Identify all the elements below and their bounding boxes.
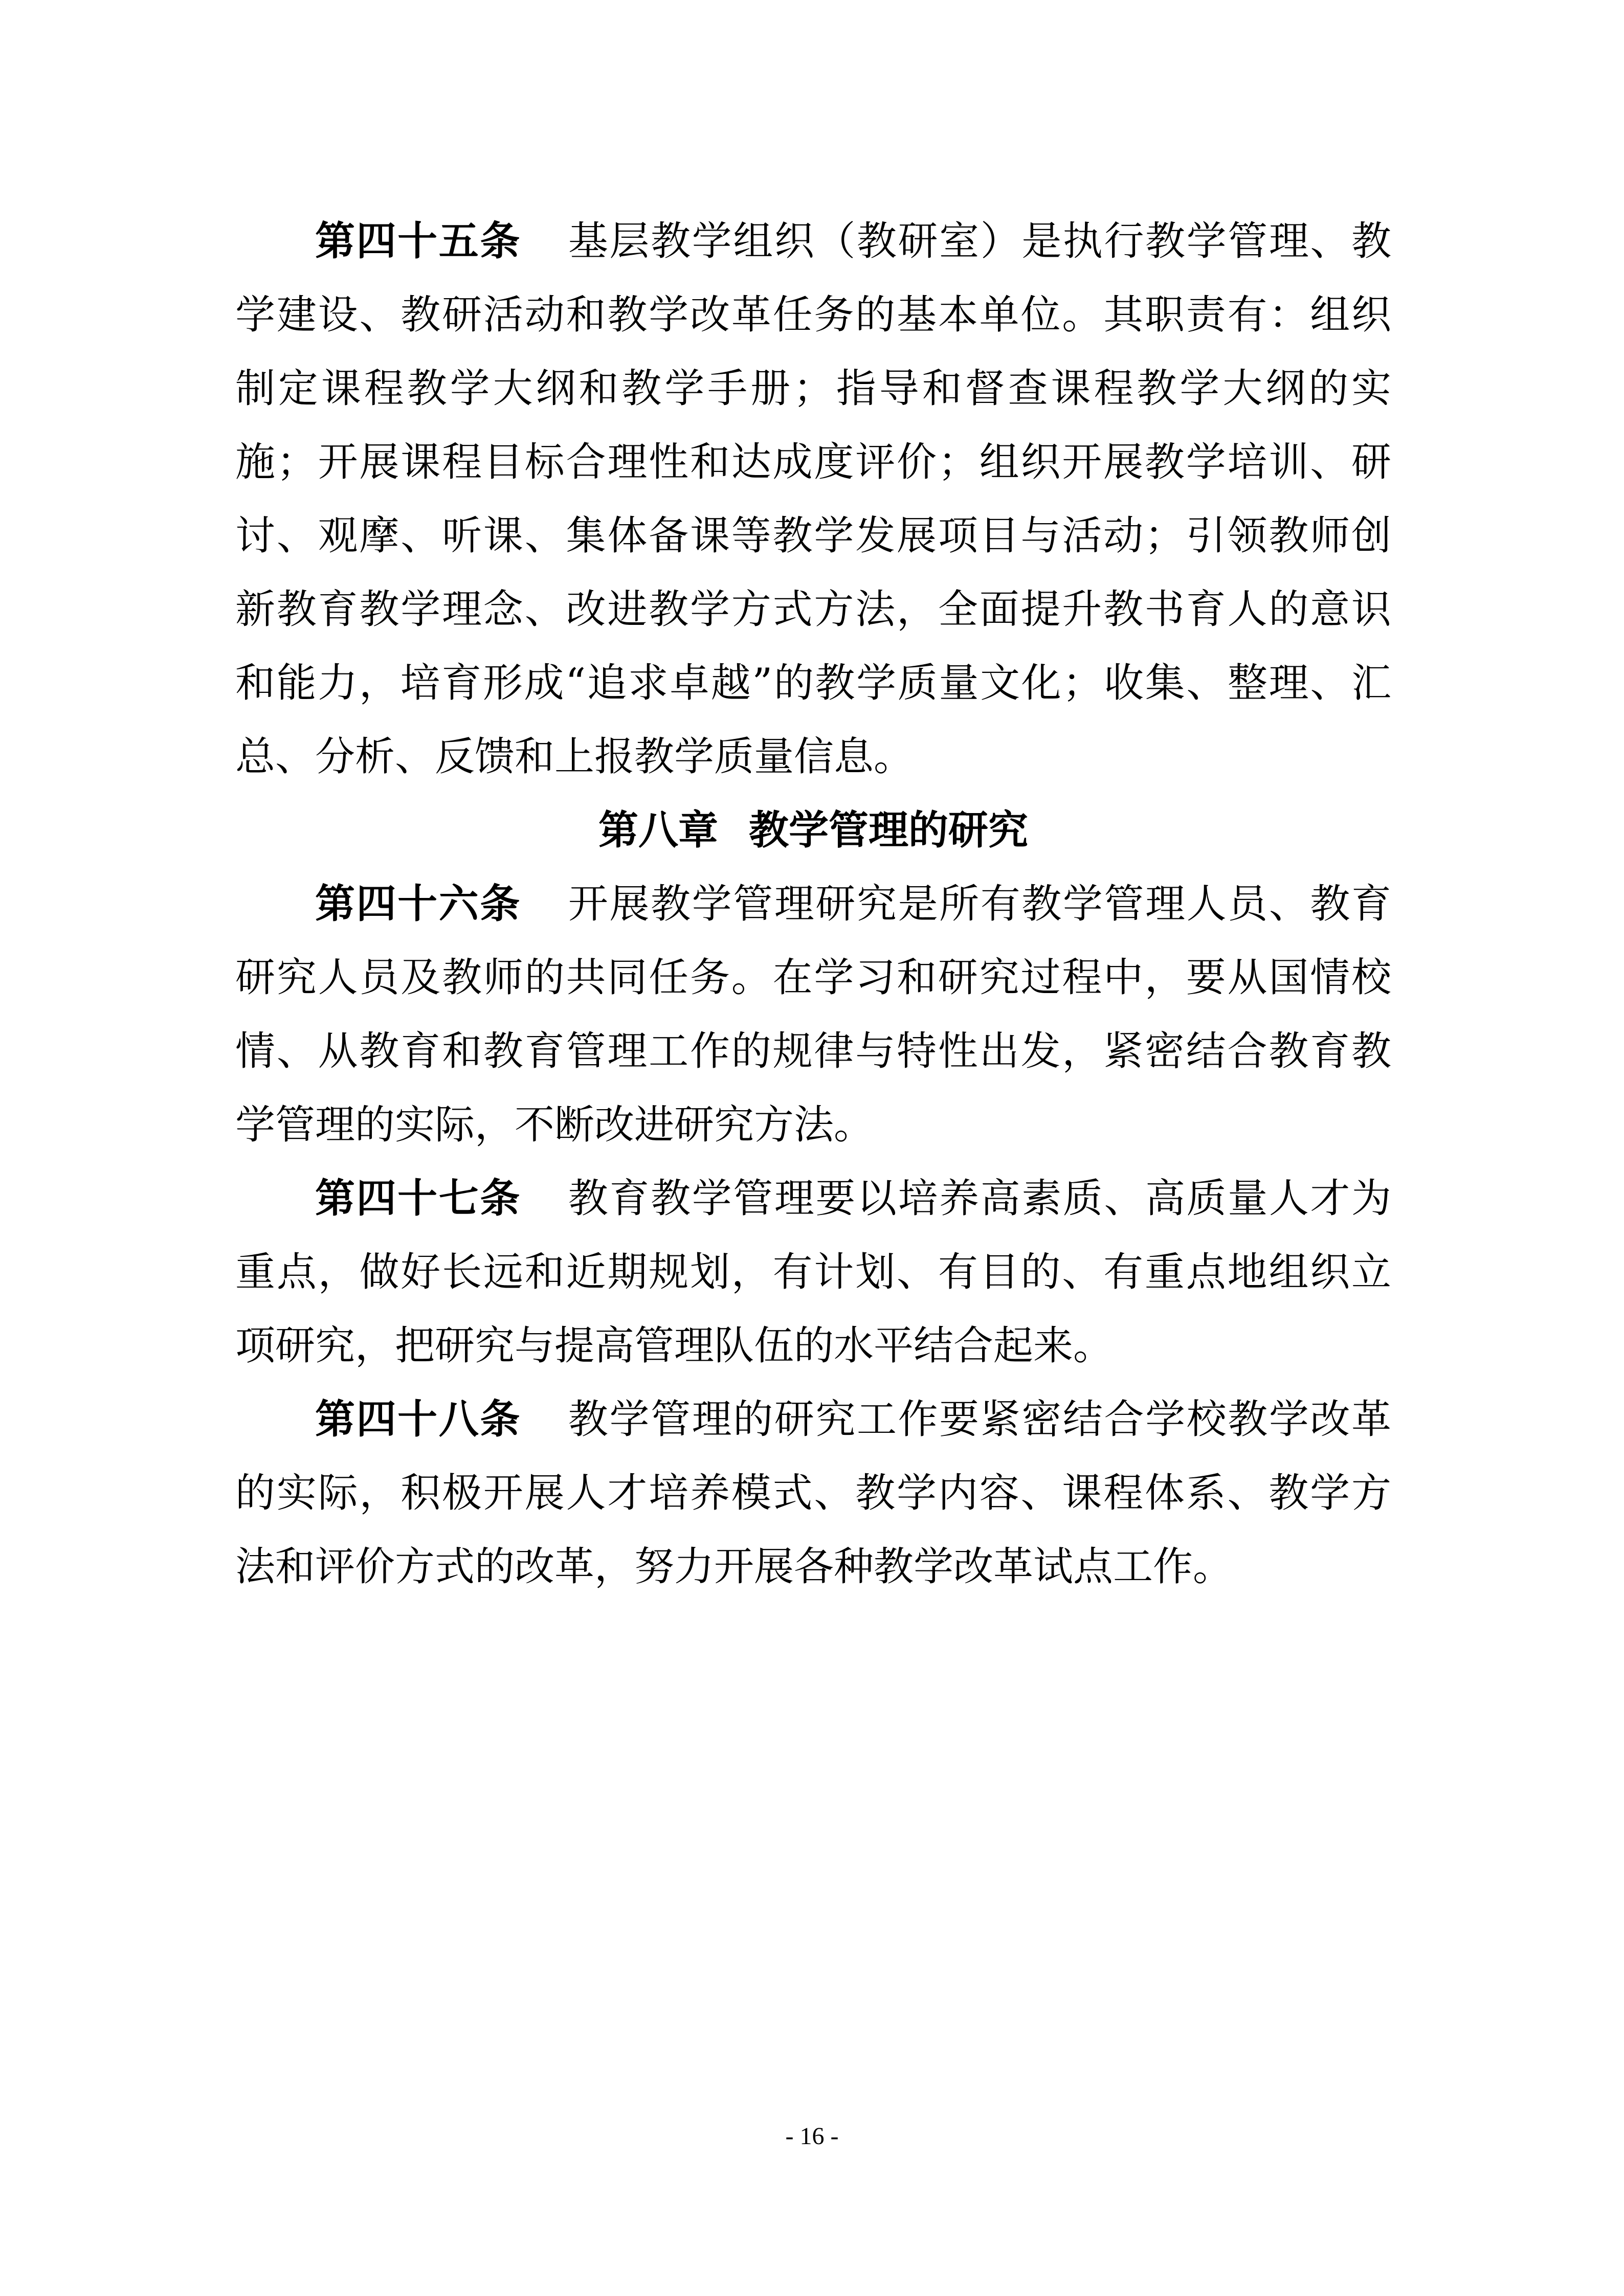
article-47 [235,1162,1391,1383]
article-text: 教学管理的研究工作要紧密结合学校教学改革的实际，积极开展人才培养模式、教学内容、课程体系、教学方法和评价方式的改革，努力开展各种教学改革试点工作。 [235,1397,1391,1590]
chapter-number: 第八章 [598,807,718,853]
article-label: 第四十七条 [315,1176,521,1222]
chapter-title: 教学管理的研究 [749,807,1029,853]
article-46 [235,867,1391,1162]
page-number: - 16 - [785,2123,839,2150]
article-45 [235,205,1391,794]
article-48 [235,1383,1391,1604]
article-text: 教育教学管理要以培养高素质、高质量人才为重点，做好长远和近期规划，有计划、有目的、有重点地组织立项研究，把研究与提高管理队伍的水平结合起来。 [235,1176,1391,1369]
article-label: 第四十八条 [315,1397,521,1443]
chapter-heading [235,794,1391,867]
article-text: 开展教学管理研究是所有教学管理人员、教育研究人员及教师的共同任务。在学习和研究过程中，要从国情校情、从教育和教育管理工作的规律与特性出发，紧密结合教育教学管理的实际，不断改进研究方法。 [235,881,1391,1148]
document-body [235,205,1391,1604]
article-text: 基层教学组织（教研室）是执行教学管理、教学建设、教研活动和教学改革任务的基本单位。其职责有：组织制定课程教学大纲和教学手册；指导和督查课程教学大纲的实施；开展课程目标合理性和达成度评价；组织开展教学培训、研讨、观摩、听课、集体备课等教学发展项目与活动；引领教师创新教育教学理念、改进教学方式方法，全面提升教书育人的意识和能力，培育形成“追求卓越”的教学质量文化；收集、整理、汇总、分析、反馈和上报教学质量信息。 [235,218,1391,780]
article-label: 第四十六条 [315,881,521,927]
article-label: 第四十五条 [315,218,521,264]
